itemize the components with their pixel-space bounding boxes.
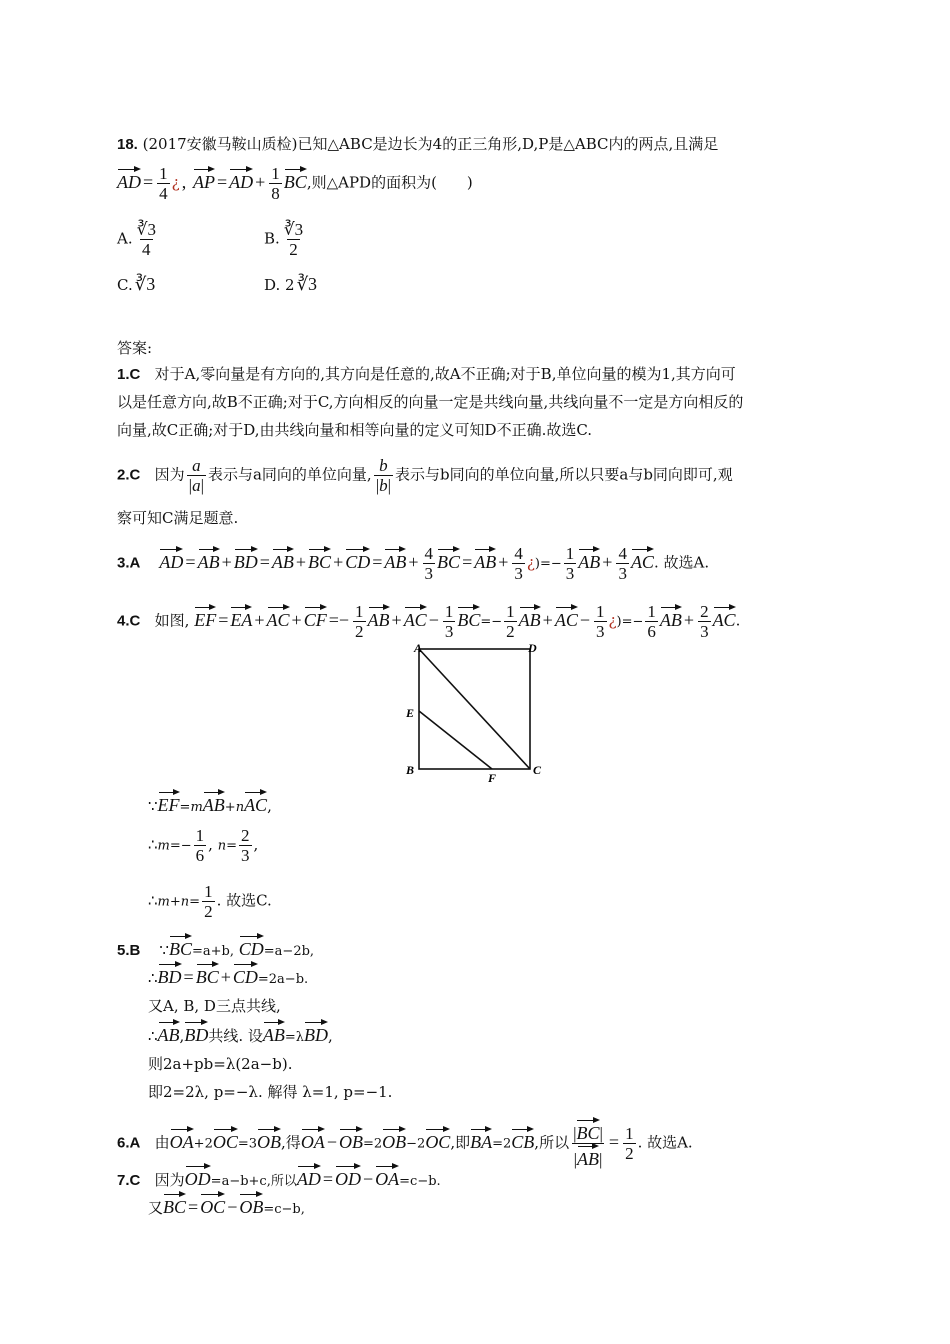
answer-5-line-3: 又A, B, D三点共线,: [148, 997, 281, 1015]
q18-formula-tail: ,则△APD的面积为( ): [306, 173, 473, 192]
answer-5-line-5: 则2a+pb=λ(2a−b).: [148, 1055, 293, 1073]
q18-option-b: B. $\frac{∛3}{2}$: [264, 220, 304, 259]
answer-5-line-4: ∴AB,BD共线. 设AB=λBD,: [148, 1020, 333, 1048]
answer-7-line-1: 7.C 因为OD=a−b+c,所以AD = OD − OA=c−b.: [117, 1164, 441, 1192]
vector-AD: AD: [117, 167, 141, 191]
label-B: B: [406, 763, 415, 777]
answer-2-line-1: 2.C 因为 $\frac{a}{|a|}$ 表示与a同向的单位向量, $\frac{b}{|b|}$ 表示与b同向的单位向量,所以只要a与b同向即可,观: [117, 456, 733, 495]
answer-4-step-2: ∴m=− $\frac{1}{6}$ , n= $\frac{2}{3}$ ,: [148, 826, 259, 865]
vector-AP: AP: [193, 167, 215, 191]
q18-stem: [117, 134, 718, 155]
answer-2-line-2: 察可知C满足题意.: [117, 509, 239, 527]
answer-4-step-1: ∵EF=mAB+nAC,: [148, 790, 272, 818]
answer-1-line-3: 向量,故C正确;对于D,由共线向量和相等向量的定义可知D不正确.故选C.: [117, 421, 593, 439]
label-E: E: [406, 706, 415, 720]
label-C: C: [533, 763, 542, 777]
answer-7-line-2: 又BC = OC − OB=c−b,: [148, 1192, 305, 1220]
answer-3: 3.A AD = AB + BD = AB + BC + CD = AB + $\frac{4}{3}$ BC = AB + $\frac{4}{3}$ ¿)=− $\frac{1}{3}$ AB + $\frac{4}{3}$ AC. 故选A.: [117, 544, 710, 583]
answer-4: 4.C 如图, EF = EA + AC + CF =− $\frac{1}{2}$ AB + AC − $\frac{1}{3}$ BC=− $\frac{1}{2}$ AB + AC − $\frac{1}{3}$ ¿)=− $\frac{1}{6}$ AB + $\frac{2}{3}$ AC.: [117, 602, 741, 641]
square-figure: [400, 640, 550, 784]
q18-option-c: C. ∛3: [117, 274, 156, 294]
answer-5-line-2: ∴BD = BC + CD=2a−b.: [148, 962, 308, 990]
answer-1-line-1: 1.C 对于A,零向量是有方向的,其方向是任意的,故A不正确;对于B,单位向量的模为1,其方向可: [117, 365, 736, 383]
fraction: $\frac{1}{4}$: [159, 164, 168, 203]
answer-5-line-1: 5.B ∵BC=a+b, CD=a−2b,: [117, 934, 314, 962]
q18-option-d: D. 2 ∛3: [264, 274, 318, 294]
answers-title: 答案:: [117, 339, 153, 357]
label-A: A: [414, 641, 423, 655]
answer-4-step-3: ∴m+n= $\frac{1}{2}$ . 故选C.: [148, 882, 272, 921]
q18-text: (2017安徽马鞍山质检)已知△ABC是边长为4的正三角形,D,P是△ABC内的两点,且满足: [142, 135, 719, 153]
answer-5-line-6: 即2=2λ, p=−λ. 解得 λ=1, p=−1.: [148, 1083, 393, 1101]
diagonal-AC: [419, 649, 530, 769]
label-D: D: [528, 641, 537, 655]
q18-formula: AD = $\frac{1}{4}$ ¿ , AP = AD + $\frac{1}{8}$ BC,则△APD的面积为( ): [117, 164, 473, 203]
segment-EF: [419, 711, 492, 769]
q18-number: 18.: [117, 136, 138, 153]
label-F: F: [488, 771, 497, 784]
answer-6: 6.A 由OA+2OC=3OB,得OA − OB=2OB−2OC,即BA=2CB,所以 $\frac{|BC|}{|AB|}$ = $\frac{1}{2}$ . 故选A.: [117, 1118, 693, 1169]
q18-option-a: A. $\frac{∛3}{4}$: [117, 220, 156, 259]
answer-1-line-2: 以是任意方向,故B不正确;对于C,方向相反的向量一定是共线向量,共线向量不一定是方向相反的: [117, 393, 744, 411]
